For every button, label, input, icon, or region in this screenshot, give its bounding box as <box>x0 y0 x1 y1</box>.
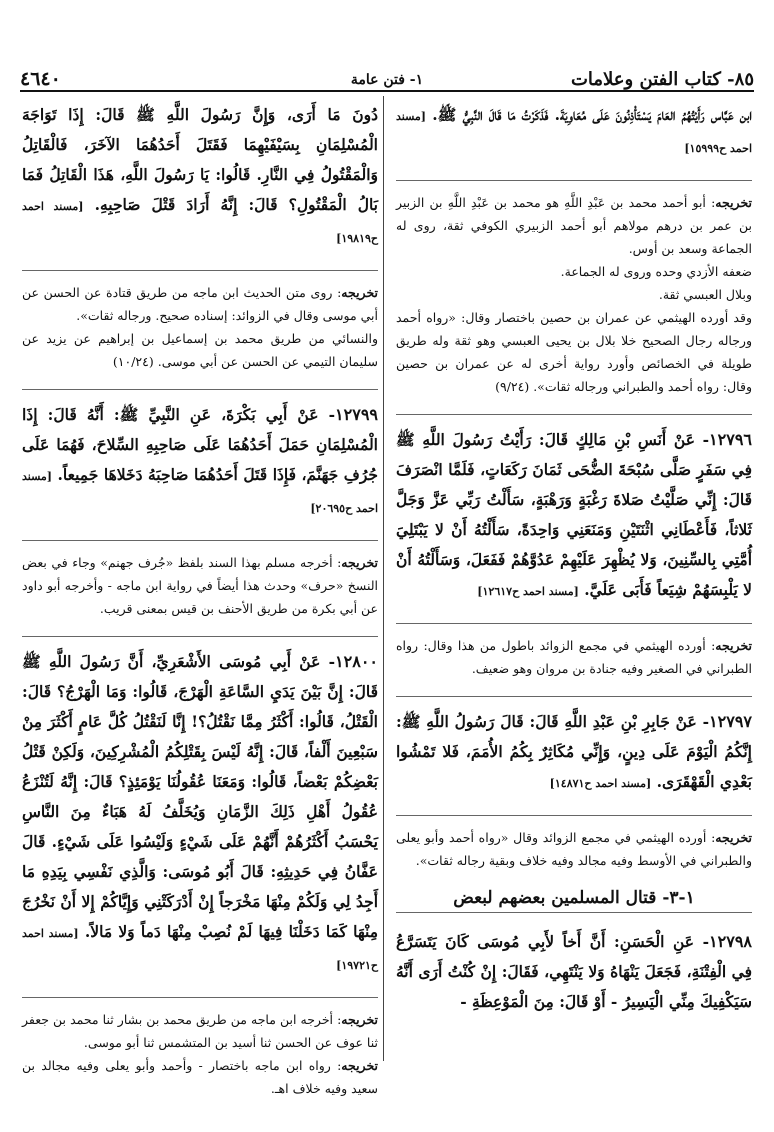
hadith-entry <box>396 425 752 607</box>
note-text: وقد أورده الهيثمي عن عمران بن حصين باختصار وقال: «رواه أحمد ورجاله رجال الصحيح خلا بلال بن يحيى العبسي وهو ثقة وله طريق طويلة في الخصائص وأورد رواية أخرى له عن عمران بن حصين وقال: رواه أحمد والطبراني ورجاله ثقات». (٩/٢٤) <box>396 310 752 394</box>
hadith-text: ابن عَبَّاس رَأَيْتُهُمُ العَامَ يَسْتَأْذِنُونَ عَلَى مُعَاوِيَةَ. فَذَكَرْتُ مَا قَالَ النَّبِيُّ ﷺ. <box>432 105 752 124</box>
hadith-continuation <box>22 100 378 254</box>
running-header <box>20 60 754 92</box>
note-text: وبلال العبسي ثقة. <box>658 287 752 302</box>
right-column <box>396 100 752 1033</box>
hadith-text: - عَنْ أَبِي بَكْرَةَ، عَنِ النَّبِيِّ ﷺ: أَنَّهُ قَالَ: إِذَا الْمُسْلِمَانِ حَمَلَ أَحَدُهُمَا عَلَى صَاحِبِهِ السِّلاحَ، فَهُمَا عَلَى جُرُفِ جَهَنَّمَ، فَإِذَا قَتَلَ أَحَدُهُمَا صَاحِبَهُ دَخَلاهَا جَمِيعاً. <box>22 405 378 484</box>
takhrij-label: تخريجه <box>341 1058 378 1073</box>
separator <box>22 270 378 271</box>
hadith-number: ١٢٧٩٦ <box>709 430 752 449</box>
section-title: ١- فتن عامة <box>350 72 424 88</box>
note-text: ضعفه الأزدي وحده وروى له الجماعة. <box>560 264 752 279</box>
separator <box>22 540 378 541</box>
note-text: والنسائي من طريق محمد بن إسماعيل بن إبراهيم عن يزيد عن سليمان التيمي عن الحسن عن أبي موسى. (١٠/٢٤) <box>22 331 378 369</box>
hadith-reference: [مسند احمد ح١٩٧٢١] <box>22 927 378 972</box>
hadith-reference: [مسند احمد ح١٢٦١٧] <box>477 585 579 598</box>
section-heading: ١-٣- قتال المسلمين بعضهم لبعض <box>396 888 752 913</box>
takhrij-text: : رواه ابن ماجه باختصار - وأحمد وأبو يعلى وفيه مجالد بن سعيد وفيه خلاف اهـ. <box>22 1058 378 1096</box>
takhrij-text: : أخرجه مسلم بهذا السند بلفظ «جُرف جهنم» وجاء في بعض النسخ «حرف» وحدث هذا أيضاً في رواية ابن ماجه - وأخرجه أبو داود عن أبي بكرة من طريق الأحنف بن قيس بمعنى قريب. <box>22 555 378 616</box>
separator <box>396 180 752 181</box>
separator <box>22 636 378 637</box>
takhrij-label: تخريجه <box>341 555 378 570</box>
takhrij-block <box>22 551 378 620</box>
hadith-number: ١٢٧٩٧ <box>709 712 752 731</box>
takhrij-text: : أخرجه ابن ماجه من طريق محمد بن بشار ثنا محمد بن جعفر ثنا عوف عن الحسن ثنا أسيد بن المتشمس ثنا أبو موسى. <box>22 1012 378 1050</box>
takhrij-label: تخريجه <box>341 1012 378 1027</box>
separator <box>396 623 752 624</box>
takhrij-text: : أورده الهيثمي في مجمع الزوائد وقال «رواه أحمد وأبو يعلى والطبراني في الأوسط وفيه مجالد وفيه خلاف وبقية رجاله ثقات». <box>396 830 752 868</box>
hadith-entry <box>22 400 378 524</box>
takhrij-block <box>396 634 752 680</box>
page-number: ٤٦٤٠ <box>20 68 61 90</box>
takhrij-text: : أورده الهيثمي في مجمع الزوائد باطول من هذا وقال: رواه الطبراني في الصغير وفيه جنادة بن مروان وهو ضعيف. <box>396 638 752 676</box>
takhrij-text: : أبو أحمد محمد بن عَبْدِ اللَّهِ هو محمد بن عَبْدِ اللَّهِ بن الزبير بن عمر بن درهم مولاهم أبو أحمد الزبيري الكوفي ثقة، روى له الجماعة وسعد بن أوس. <box>396 195 752 256</box>
takhrij-label: تخريجه <box>715 638 752 653</box>
takhrij-text: : روى متن الحديث ابن ماجه من طريق قتادة عن الحسن عن أبي موسى وقال في الزوائد: إسناده صحيح. ورجاله ثقات». <box>22 285 378 323</box>
hadith-entry <box>396 927 752 1017</box>
hadith-number: ١٢٧٩٨ <box>709 932 752 951</box>
hadith-reference: [مسند احمد ح١٤٨٧١] <box>549 777 652 790</box>
hadith-entry <box>22 647 378 981</box>
hadith-reference: [مسند احمد ح١٩٨١٩] <box>22 200 378 245</box>
hadith-number: ١٢٧٩٩ <box>335 405 378 424</box>
takhrij-block <box>22 1008 378 1100</box>
takhrij-label: تخريجه <box>715 195 752 210</box>
hadith-continuation <box>396 100 752 164</box>
separator <box>396 414 752 415</box>
hadith-text: - عَنْ أَنَسِ بْنِ مَالِكٍ قَالَ: رَأَيْتُ رَسُولَ اللَّهِ ﷺ فِي سَفَرٍ صَلَّى سُبْحَةَ الضُّحَى ثَمَانَ رَكَعَاتٍ، فَلَمَّا انْصَرَفَ قَالَ: إِنِّي صَلَّيْتُ صَلاةَ رَغْبَةٍ وَرَهْبَةٍ، سَأَلْتُ رَبِّي عَزَّ وَجَلَّ ثَلاثاً، فَأَعْطَانِي اثْنَتَيْنِ وَمَنَعَنِي وَاحِدَةً، سَأَلْتُهُ أَنْ لا يَبْتَلِيَ أُمَّتِي بِالسِّنِينَ، وَلا يُظْهِرَ عَلَيْهِمْ عَدُوَّهُمْ فَفَعَلَ، وَسَأَلْتُهُ أَنْ لا يَلْبِسَهُمْ شِيَعاً فَأَبَى عَلَيَّ. <box>396 430 752 599</box>
separator <box>22 997 378 998</box>
hadith-text: - عَنْ جَابِرِ بْنِ عَبْدِ اللَّهِ قَالَ: قَالَ رَسُولُ اللَّهِ ﷺ: إِنَّكُمُ الْيَوْمَ عَلَى دِينٍ، وَإِنِّي مُكَاثِرٌ بِكُمُ الأُمَمَ، فَلا تَمْشُوا بَعْدِي الْقَهْقَرَى. <box>396 712 752 791</box>
takhrij-label: تخريجه <box>341 285 378 300</box>
hadith-reference: [مسند احمد ح١٥٩٩٩] <box>396 110 752 155</box>
hadith-text: دُونَ مَا أَرَى، وَإِنَّ رَسُولَ اللَّهِ ﷺ قَالَ: إِذَا تَوَاجَهَ الْمُسْلِمَانِ بِسَيْفَيْهِمَا فَقَتَلَ أَحَدُهُمَا الآخَرَ، فَالْقَاتِلُ وَالْمَقْتُولُ فِي النَّارِ. قَالُوا: يَا رَسُولَ اللَّهِ، هَذَا الْقَاتِلُ فَمَا بَالُ الْمَقْتُولِ؟ قَالَ: إِنَّهُ أَرَادَ قَتْلَ صَاحِبِهِ. <box>22 105 378 214</box>
chapter-title: ٨٥- كتاب الفتن وعلامات <box>570 69 754 90</box>
hadith-reference: [مسند احمد ح٢٠٦٩٥] <box>22 470 378 515</box>
separator <box>22 389 378 390</box>
separator <box>396 696 752 697</box>
takhrij-label: تخريجه <box>715 830 752 845</box>
separator <box>396 815 752 816</box>
takhrij-block <box>22 281 378 373</box>
left-column <box>22 100 378 1116</box>
takhrij-block <box>396 826 752 872</box>
hadith-entry <box>396 707 752 799</box>
hadith-number: ١٢٨٠٠ <box>335 652 378 671</box>
column-divider <box>383 96 384 1061</box>
takhrij-block <box>396 191 752 398</box>
hadith-text: - عَنِ الْحَسَنِ: أَنَّ أَخاً لأَبِي مُوسَى كَانَ يَتَسَرَّعُ فِي الْفِتْنَةِ، فَجَعَلَ يَنْهَاهُ وَلا يَنْتَهِي، فَقَالَ: إِنْ كُنْتُ أَرَى أَنَّهُ سَيَكْفِيكَ مِنِّي الْيَسِيرُ - أَوْ قَالَ: مِنَ الْمَوْعِظَةِ - <box>396 932 752 1011</box>
hadith-text: - عَنْ أَبِي مُوسَى الأَشْعَرِيِّ، أَنَّ رَسُولَ اللَّهِ ﷺ قَالَ: إِنَّ بَيْنَ يَدَيِ السَّاعَةِ الْهَرْجَ، قَالُوا: وَمَا الْهَرْجُ؟ قَالَ: الْقَتْلُ، قَالُوا: أَكْثَرُ مِمَّا نَقْتُلُ؟! إِنَّا لَنَقْتُلُ كُلَّ عَامٍ أَكْثَرَ مِنْ سَبْعِينَ أَلْفاً، قَالَ: إِنَّهُ لَيْسَ بِقَتْلِكُمُ الْمُشْرِكِينَ، وَلَكِنْ قَتْلُ بَعْضِكُمْ بَعْضاً، قَالُوا: وَمَعَنَا عُقُولُنَا يَوْمَئِذٍ؟ قَالَ: إِنَّهُ لَتُنْزَعُ عُقُولُ أَهْلِ ذَلِكَ الزَّمَانِ وَيُخَلَّفُ لَهُ هَبَاءٌ مِنَ النَّاسِ يَحْسَبُ أَكْثَرُهُمْ أَنَّهُمْ عَلَى شَيْءٍ وَلَيْسُوا عَلَى شَيْءٍ. قَالَ عَفَّانُ فِي حَدِيثِهِ: قَالَ أَبُو مُوسَى: وَالَّذِي نَفْسِي بِيَدِهِ مَا أَجِدُ لِي وَلَكُمْ مِنْهَا مَخْرَجاً إِنْ أَدْرَكَتْنِي وَإِيَّاكُمْ إِلا أَنْ نَخْرُجَ مِنْهَا كَمَا دَخَلْنَا فِيهَا لَمْ نُصِبْ مِنْهَا دَماً وَلا مَالاً. <box>22 652 378 941</box>
